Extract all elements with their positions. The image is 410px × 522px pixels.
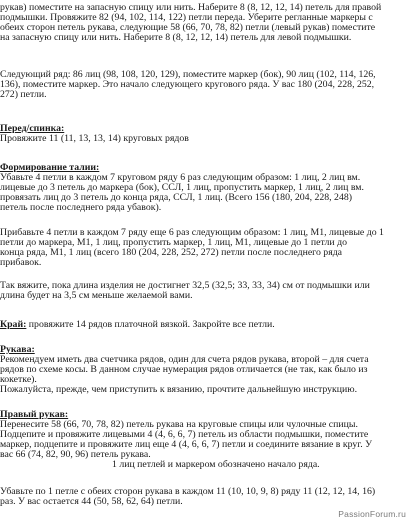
text-line: кокетке).	[0, 374, 37, 386]
text-line: Подцепите и провяжите лицевыми 4 (4, 6, 6, 7) петель из области подмышки, поместите	[0, 429, 369, 441]
text-line: петель после последнего ряда убавок).	[0, 202, 162, 214]
text-line: Рекомендуем иметь два счетчика рядов, один для счета рядов рукава, второй – для счета	[0, 354, 369, 366]
text-line: раз. У вас остается 44 (50, 58, 62, 64) петли.	[0, 496, 183, 508]
text-line: Прибавьте 4 петли в каждом 7 ряду еще 6 раз следующим образом: 1 лиц, М1, лицевые до 1	[0, 227, 384, 238]
text-line: Убавьте 4 петли в каждом 7 круговом ряду 6 раз следующим образом: 1 лиц, 2 лиц вм.	[0, 172, 361, 184]
text-line: 272) петли.	[0, 89, 47, 101]
section-heading: Перед/спинка:	[0, 123, 65, 134]
right-sleeve-section	[0, 410, 410, 471]
text-line: подмышки. Провяжите 82 (94, 102, 114, 122) петли переда. Уберите регланные маркеры с	[0, 12, 373, 24]
text-line: петли до маркера, М1, 1 лиц, пропустить маркер, 1 лиц, М1, лицевые до 1 петли до	[0, 237, 347, 249]
intro-paragraph	[0, 3, 410, 43]
text-line: обеих сторон петель рукава, следующие 58 (66, 70, 78, 82) петли (левый рукав) поместите	[0, 22, 376, 34]
section-heading: Формирование талии:	[0, 162, 100, 173]
sleeves-section	[0, 345, 410, 395]
text-line: Пожалуйста, прежде, чем приступить к вязанию, прочтите дальнейшую инструкцию.	[0, 384, 358, 396]
text-line: 1 лиц петлей и маркером обозначено начало ряда.	[112, 459, 320, 471]
text-line: рядов по схеме косы. В данном случае нумерация рядов отличается (не так, как было из	[0, 364, 368, 376]
increase-paragraph	[0, 228, 410, 268]
text-line: вас 66 (74, 82, 90, 96) петель рукава.	[0, 449, 151, 461]
section-heading: Правый рукав:	[0, 409, 69, 420]
text-line: 136), поместите маркер. Это начало следующего кругового ряда. У вас 180 (204, 228, 252,	[0, 79, 375, 91]
text-line: на запасную спицу или нить. Наберите 8 (8, 12, 12, 14) петель для левой подмышки.	[0, 32, 352, 44]
text-line	[0, 320, 410, 330]
length-paragraph	[0, 281, 410, 301]
text-line: прибавок.	[0, 257, 42, 269]
text-line: длина будет на 3,5 см меньше желаемой вами.	[0, 290, 193, 302]
text-line: Провяжите 11 (11, 13, 13, 14) круговых рядов	[0, 133, 189, 145]
text-line: Следующий ряд: 86 лиц (98, 108, 120, 129), поместите маркер (бок), 90 лиц (102, 114, 126,	[0, 69, 376, 80]
edge-text: провяжите 14 рядов платочной вязкой. Закройте все петли.	[26, 319, 275, 330]
section-heading: Край:	[0, 319, 27, 330]
decrease-sleeve-paragraph	[0, 487, 410, 507]
section-heading: Рукава:	[0, 344, 35, 355]
text-line: лицевые до 3 петель до маркера (бок), ССЛ, 1 лиц, пропустить маркер, 1 лиц, 2 лиц вм.	[0, 182, 364, 194]
text-line: маркер, подцепите и провяжите лиц еще 4 (4, 6, 6, 7) петли и соедините вязание в круг. У	[0, 439, 373, 451]
edge-section	[0, 320, 410, 330]
text-line: Так вяжите, пока длина изделия не достигнет 32,5 (32,5; 33, 33, 34) см от подмышки или	[0, 280, 370, 291]
text-line: Убавьте по 1 петле с обеих сторон рукава в каждом 11 (10, 10, 9, 8) ряду 11 (12, 12, 14, 16)	[0, 486, 376, 497]
text-line: Перенесите 58 (66, 70, 78, 82) петель рукава на круговые спицы или чулочные спицы.	[0, 419, 358, 431]
watermark: PassionForum.ru	[338, 509, 406, 519]
front-back-section	[0, 124, 410, 144]
text-line: конца ряда, М1, 1 лиц (всего 180 (204, 228, 252, 272) петли после последнего ряда	[0, 247, 343, 259]
waist-section	[0, 163, 410, 213]
text-line: провязать лиц до 3 петель до конца ряда, ССЛ, 1 лиц. (Всего 156 (180, 204, 228, 248)	[0, 192, 353, 204]
next-row-paragraph	[0, 70, 410, 100]
text-line: рукав) поместите на запасную спицу или нить. Наберите 8 (8, 12, 12, 14) петель для правой	[0, 2, 382, 13]
